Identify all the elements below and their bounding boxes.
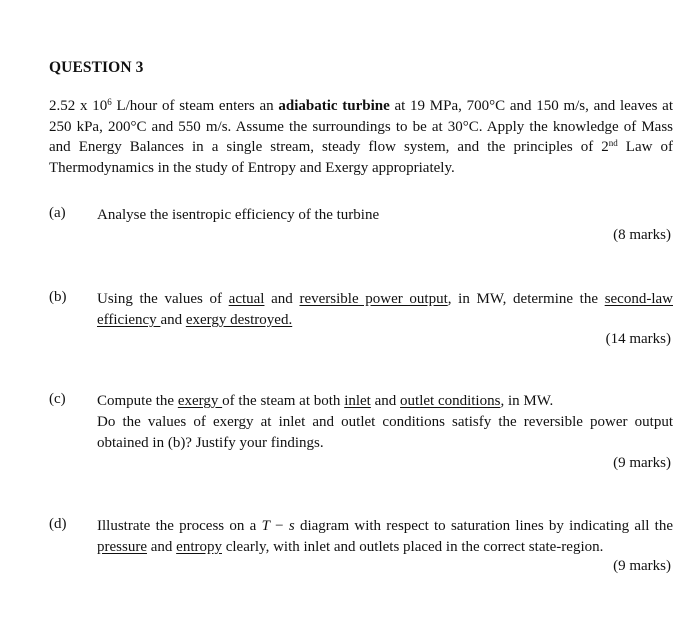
question-title: QUESTION 3 <box>49 59 144 76</box>
question-intro: 2.52 x $10^6$ L/hour of steam enters an adiabatic turbine at 19 MPa, 700°C and 150 m/s, and leaves at 250 kPa, 200°C and 550 m/s. Assume the surroundings to be at 30°C. Apply the knowledge of Mass and Energy Balances in a single stream, steady flow system, and the principles of 2nd Law of Thermodynamics in the study of Entropy and Exergy appropriately. <box>49 97 674 176</box>
part-b-label: (b) <box>49 289 67 305</box>
part-a-text: Analyse the isentropic efficiency of the turbine <box>97 207 380 223</box>
part-c-text: Compute the exergy of the steam at both inlet and outlet conditions, in MW. Do the values of exergy at inlet and outlet conditions satisfy the reversible power output obtained in (b)? Justify your findings. <box>97 393 673 451</box>
part-c-marks: (9 marks) <box>613 455 671 471</box>
adiabatic-turbine-term: adiabatic turbine <box>278 98 390 114</box>
part-d-text: Illustrate the process on a T − s diagram with respect to saturation lines by indicating all the pressure and entropy clearly, with inlet and outlets placed in the correct state-region. <box>97 518 673 555</box>
part-d-marks: (9 marks) <box>613 558 671 574</box>
part-b-marks: (14 marks) <box>605 331 671 347</box>
part-a-marks: (8 marks) <box>613 227 671 243</box>
part-a-label: (a) <box>49 205 66 221</box>
part-d-label: (d) <box>49 516 67 532</box>
part-c-label: (c) <box>49 391 66 407</box>
part-b-text: Using the values of actual and reversible power output, in MW, determine the second-law efficiency and exergy destroyed. <box>97 291 673 328</box>
